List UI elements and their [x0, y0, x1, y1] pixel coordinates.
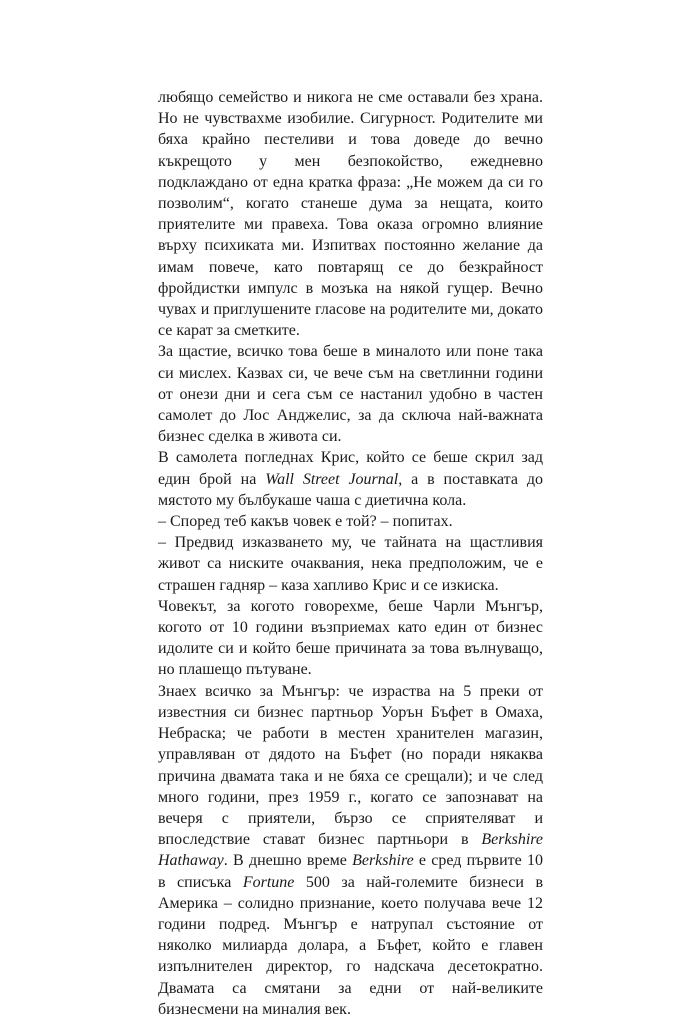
italic-title-wsj: Wall Street Journal — [265, 470, 399, 488]
text-segment: любящо семейство и никога не сме оставали без храна. Но не чувствахме изобилие. Сигурност. Родителите ми бяха крайно пестеливи и това доведе до вечно къкрещото у мен безпокойство, ежедневно подклаждано от една кратка фраза: „Не можем да си го позволим“, когато станеше дума за нещата, които приятелите ми правеха. Това оказа огромно влияние върху психиката ми. Изпитвах постоянно желание да имам повече, като повтарящ се до безкрайност фройдистки импулс в мозъка на някой гущер. Вечно чувах и приглушените гласове на родителите ми, докато се карат за сметките. — [158, 89, 543, 340]
italic-magazine-fortune: Fortune — [242, 873, 295, 891]
text-segment: Човекът, за когото говорехме, беше Чарли Мънгър, когото от 10 години възприемах като един от бизнес идолите си и който беше причината за това вълнуващо, но плашещо пътуване. — [158, 597, 543, 679]
paragraph-6 — [158, 596, 543, 681]
text-segment: , а в поставката до мястото му бълбукаше чаша с диетична кола. — [158, 470, 544, 509]
text-segment: – Според теб какъв човек е той? – попитах. — [158, 513, 453, 531]
text-segment: . В днешно време — [223, 852, 353, 870]
paragraph-3 — [158, 447, 543, 511]
text-segment: За щастие, всичко това беше в миналото или поне така си мислех. Казвах си, че вече съм на светлинни години от онези дни и сега съм се настанил удобно в частен самолет до Лос Анджелис, за да сключа най-важната бизнес сделка в живота си. — [158, 343, 543, 446]
body-text — [158, 87, 543, 1020]
paragraph-4-dialogue — [158, 511, 543, 532]
paragraph-2 — [158, 341, 543, 447]
italic-company-berkshire: Berkshire — [352, 852, 414, 870]
paragraph-7 — [158, 681, 543, 1020]
paragraph-1 — [158, 87, 543, 341]
text-segment: – Предвид изказването му, че тайната на щастливия живот са ниските очаквания, нека предположим, че е страшен гадняр – каза хапливо Крис и се изкиска. — [158, 534, 543, 594]
text-segment: Знаех всичко за Мънгър: че израства на 5 преки от известния си бизнес партньор Уорън Бъфет в Омаха, Небраска; че работи в местен хранителен магазин, управляван от дядото на Бъфет (но поради някаква причина двамата така и не бяха се срещали); и че след много години, през 1959 г., когато се запознават на вечеря с приятели, бързо се сприятеляват и впоследствие стават бизнес партньори в — [158, 682, 543, 849]
text-segment: 500 за най-големите бизнеси в Америка – солидно признание, което получава вече 12 години подред. Мънгър е натрупал състояние от няколко милиарда долара, а Бъфет, който е главен изпълнителен директор, го надскача десетократно. Двамата са смятани за едни от най-великите бизнесмени на миналия век. — [158, 873, 543, 1018]
paragraph-5-dialogue — [158, 532, 543, 596]
text-segment: В самолета погледнах Крис, който се беше скрил зад един брой на — [158, 449, 543, 488]
text-segment: е сред първите 10 в списъка — [158, 852, 543, 891]
italic-company-berkshire-hathaway: Berkshire Hathaway — [158, 831, 543, 870]
